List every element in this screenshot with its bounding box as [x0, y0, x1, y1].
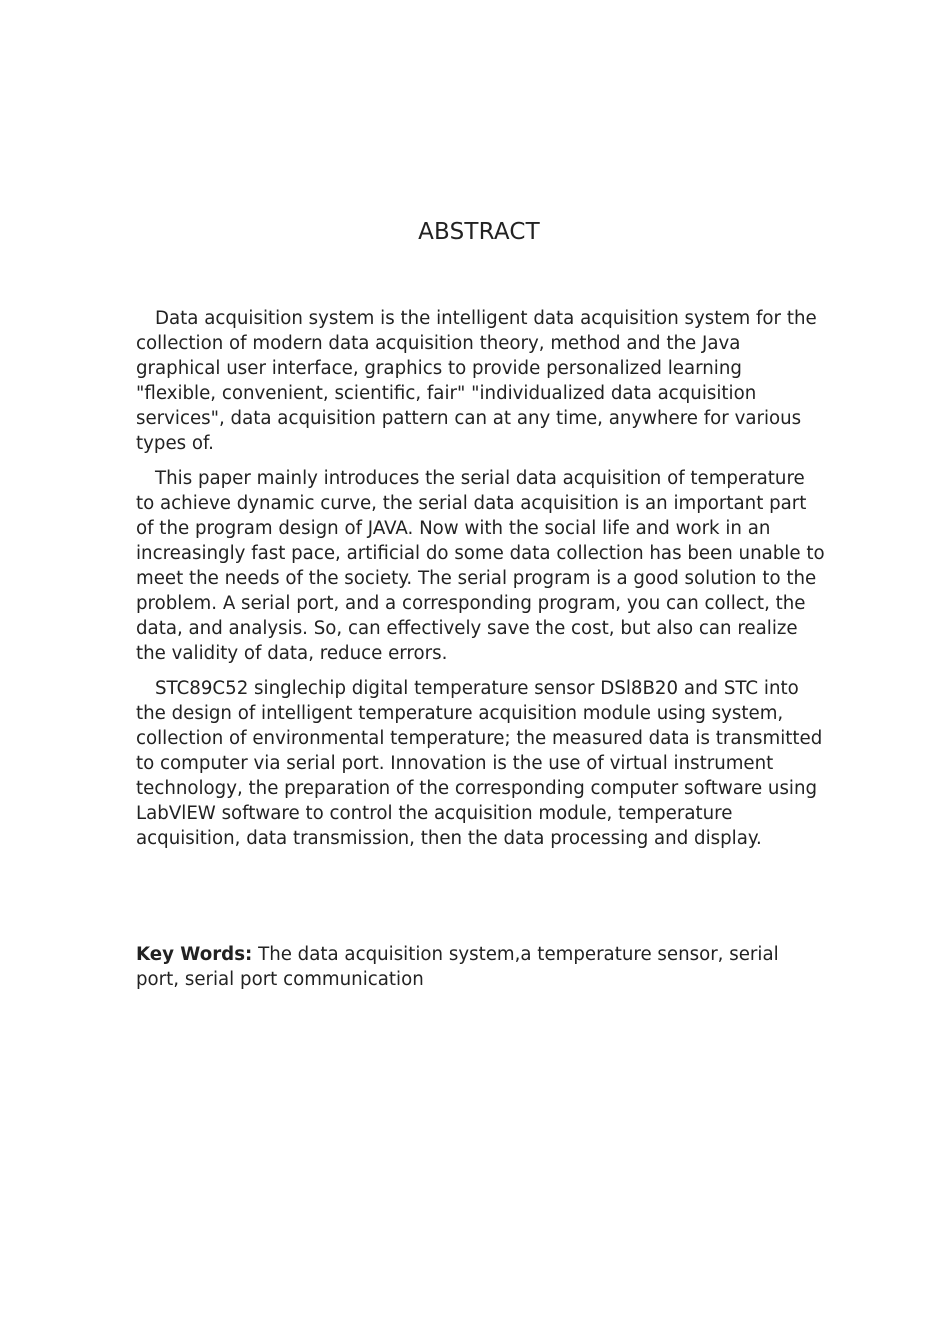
keywords-line — [136, 942, 826, 992]
abstract-paragraph-3: STC89C52 singlechip digital temperature sensor DSl8B20 and STC into the design of intelligent temperature acquisition module using system, collection of environmental temperature; the measured data is transmitted to computer via serial port. Innovation is the use of virtual instrument technology, the preparation of the corresponding computer software using LabVlEW software to control the acquisition module, temperature acquisition, data transmission, then the data processing and display. — [136, 678, 823, 849]
abstract-paragraph-1: Data acquisition system is the intelligent data acquisition system for the collection of modern data acquisition theory, method and the Java graphical user interface, graphics to provide personalized learning "flexible, convenient, scientific, fair" "individualized data acquisition services", data acquisition pattern can at any time, anywhere for various types of. — [136, 308, 817, 454]
keywords-label: Key Words: — [136, 944, 253, 965]
abstract-body — [136, 306, 826, 861]
keywords-text: The data acquisition system,a temperature sensor, serial port, serial port communication — [136, 944, 779, 990]
abstract-title: ABSTRACT — [418, 219, 540, 245]
abstract-paragraph-2: This paper mainly introduces the serial data acquisition of temperature to achieve dynamic curve, the serial data acquisition is an important part of the program design of JAVA. Now with the social life and work in an increasingly fast pace, artificial do some data collection has been unable to meet the needs of the society. The serial program is a good solution to the problem. A serial port, and a corresponding program, you can collect, the data, and analysis. So, can effectively save the cost, but also can realize the validity of data, reduce errors. — [136, 468, 825, 664]
